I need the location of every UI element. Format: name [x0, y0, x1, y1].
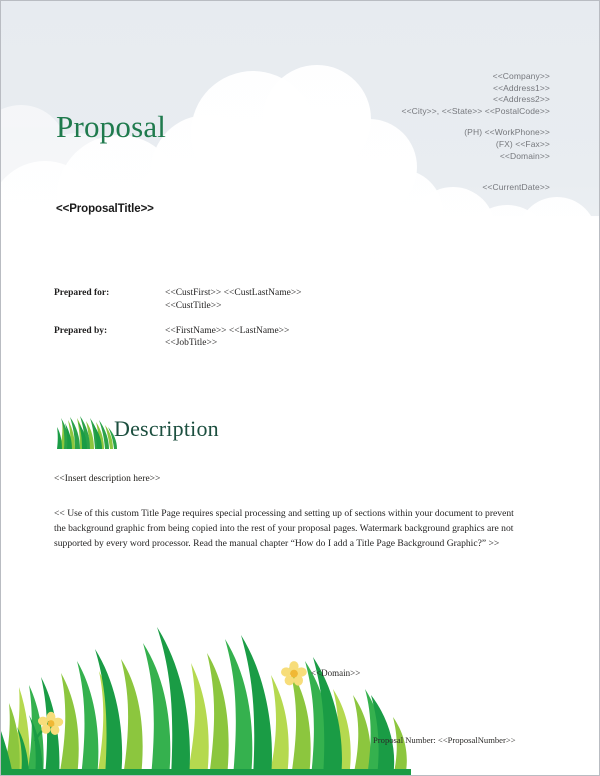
prepared-for-label: Prepared for:: [54, 288, 110, 298]
address-line-2: <<Address2>>: [493, 94, 550, 105]
proposal-title-placeholder: <<ProposalTitle>>: [56, 203, 154, 215]
prepared-for-values: [165, 287, 524, 312]
page-title: Proposal: [56, 109, 167, 144]
prepared-by-values: [165, 325, 524, 350]
insert-description-placeholder: <<Insert description here>>: [54, 474, 161, 484]
current-date: <<CurrentDate>>: [482, 182, 550, 193]
prepared-by-label: Prepared by:: [54, 325, 108, 336]
address-line-1: <<Address1>>: [493, 82, 550, 93]
grass-icon: [56, 409, 118, 449]
author-job-title: <<JobTitle>>: [165, 338, 218, 349]
customer-title: <<CustTitle>>: [165, 300, 222, 311]
contact-spacer-2: [402, 162, 550, 182]
title-page-note-paragraph: << Use of this custom Title Page requires special processing and setting up of sections within your document to prevent the background graphic from being copied into the rest of your proposal pages. Watermark background graphics are not supported by every word processor. Read the manual chapter “How do I add a Title Page Background Graphic?” >>: [54, 508, 514, 550]
customer-name: <<CustFirst>> <<CustLastName>>: [165, 288, 302, 298]
city-state-postal: <<City>>, <<State>> <<PostalCode>>: [401, 105, 550, 116]
company-name: <<Company>>: [492, 71, 550, 81]
fax-number: (FX) <<Fax>>: [495, 138, 550, 149]
description-heading-label: Description: [114, 416, 219, 441]
prepared-block: [54, 287, 524, 350]
footer-domain-text: <<Domain>>: [311, 668, 361, 678]
contact-spacer-1: [402, 117, 550, 127]
work-phone: (PH) <<WorkPhone>>: [464, 127, 550, 138]
proposal-number-footer: Proposal Number: <<ProposalNumber>>: [373, 735, 516, 745]
flower-icon: [281, 661, 307, 687]
company-domain: <<Domain>>: [499, 150, 550, 161]
prepared-for-row: [54, 287, 524, 312]
domain-mark-group: [281, 661, 401, 687]
description-heading-group: [56, 409, 356, 453]
author-name: <<FirstName>> <<LastName>>: [165, 325, 290, 336]
prepared-by-row: [54, 325, 524, 350]
company-contact-block: [402, 71, 550, 194]
